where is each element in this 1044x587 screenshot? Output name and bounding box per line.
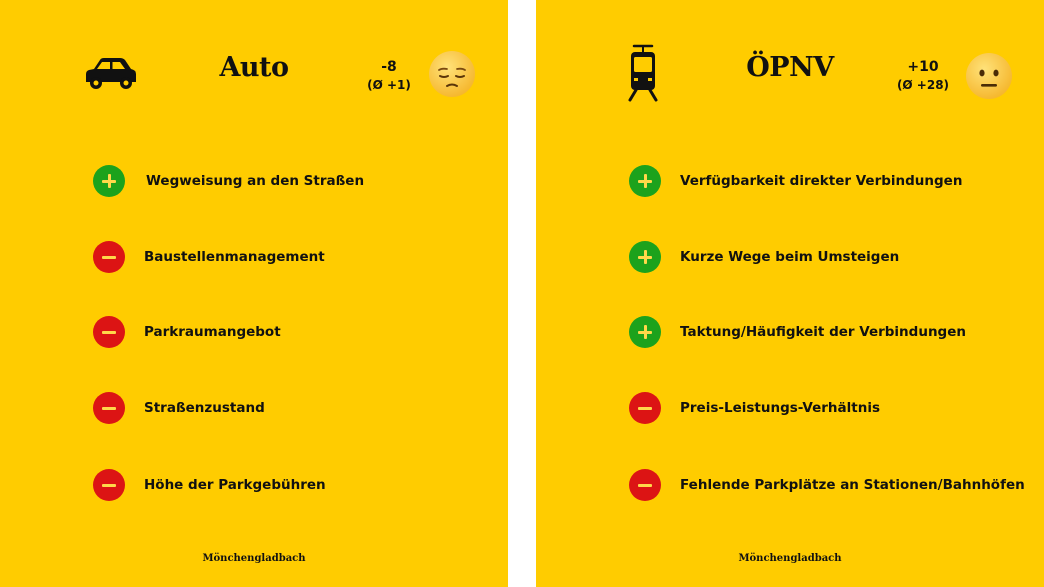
item-label: Fehlende Parkplätze an Stationen/Bahnhöfen bbox=[680, 477, 1025, 493]
list-item bbox=[629, 468, 1025, 502]
list-item bbox=[93, 240, 325, 274]
panel-oepnv bbox=[536, 0, 1044, 587]
item-label: Höhe der Parkgebühren bbox=[144, 477, 326, 493]
item-label: Preis-Leistungs-Verhältnis bbox=[680, 400, 880, 416]
list-item bbox=[93, 315, 281, 349]
score bbox=[356, 58, 422, 94]
plus-icon bbox=[93, 165, 125, 197]
list-item bbox=[629, 315, 966, 349]
plus-icon bbox=[629, 316, 661, 348]
list-item bbox=[629, 391, 880, 425]
mode-title: Auto bbox=[219, 52, 289, 83]
footer-city: Mönchengladbach bbox=[202, 553, 306, 564]
item-label: Baustellenmanagement bbox=[144, 249, 325, 265]
minus-icon bbox=[629, 392, 661, 424]
panel-auto bbox=[0, 0, 508, 587]
footer-city: Mönchengladbach bbox=[738, 553, 842, 564]
neutral-face-emoji bbox=[965, 52, 1013, 100]
plus-icon bbox=[629, 241, 661, 273]
minus-icon bbox=[93, 469, 125, 501]
list-item bbox=[93, 468, 326, 502]
list-item bbox=[629, 164, 962, 198]
minus-icon bbox=[93, 316, 125, 348]
list-item bbox=[93, 164, 364, 198]
minus-icon bbox=[93, 392, 125, 424]
score-average: (Ø +28) bbox=[896, 78, 950, 92]
minus-icon bbox=[629, 469, 661, 501]
score bbox=[890, 58, 956, 94]
score-value: +10 bbox=[907, 59, 939, 75]
plus-icon bbox=[629, 165, 661, 197]
item-label: Wegweisung an den Straßen bbox=[146, 173, 365, 189]
item-label: Kurze Wege beim Umsteigen bbox=[680, 249, 900, 265]
mode-title: ÖPNV bbox=[746, 52, 834, 83]
item-label: Parkraumangebot bbox=[144, 324, 281, 340]
item-label: Straßenzustand bbox=[144, 400, 265, 416]
score-average: (Ø +1) bbox=[367, 78, 411, 92]
item-label: Verfügbarkeit direkter Verbindungen bbox=[680, 173, 963, 189]
item-label: Taktung/Häufigkeit der Verbindungen bbox=[680, 324, 966, 340]
pensive-face-emoji bbox=[428, 50, 476, 98]
list-item bbox=[93, 391, 265, 425]
score-value: -8 bbox=[381, 59, 397, 75]
list-item bbox=[629, 240, 899, 274]
minus-icon bbox=[93, 241, 125, 273]
